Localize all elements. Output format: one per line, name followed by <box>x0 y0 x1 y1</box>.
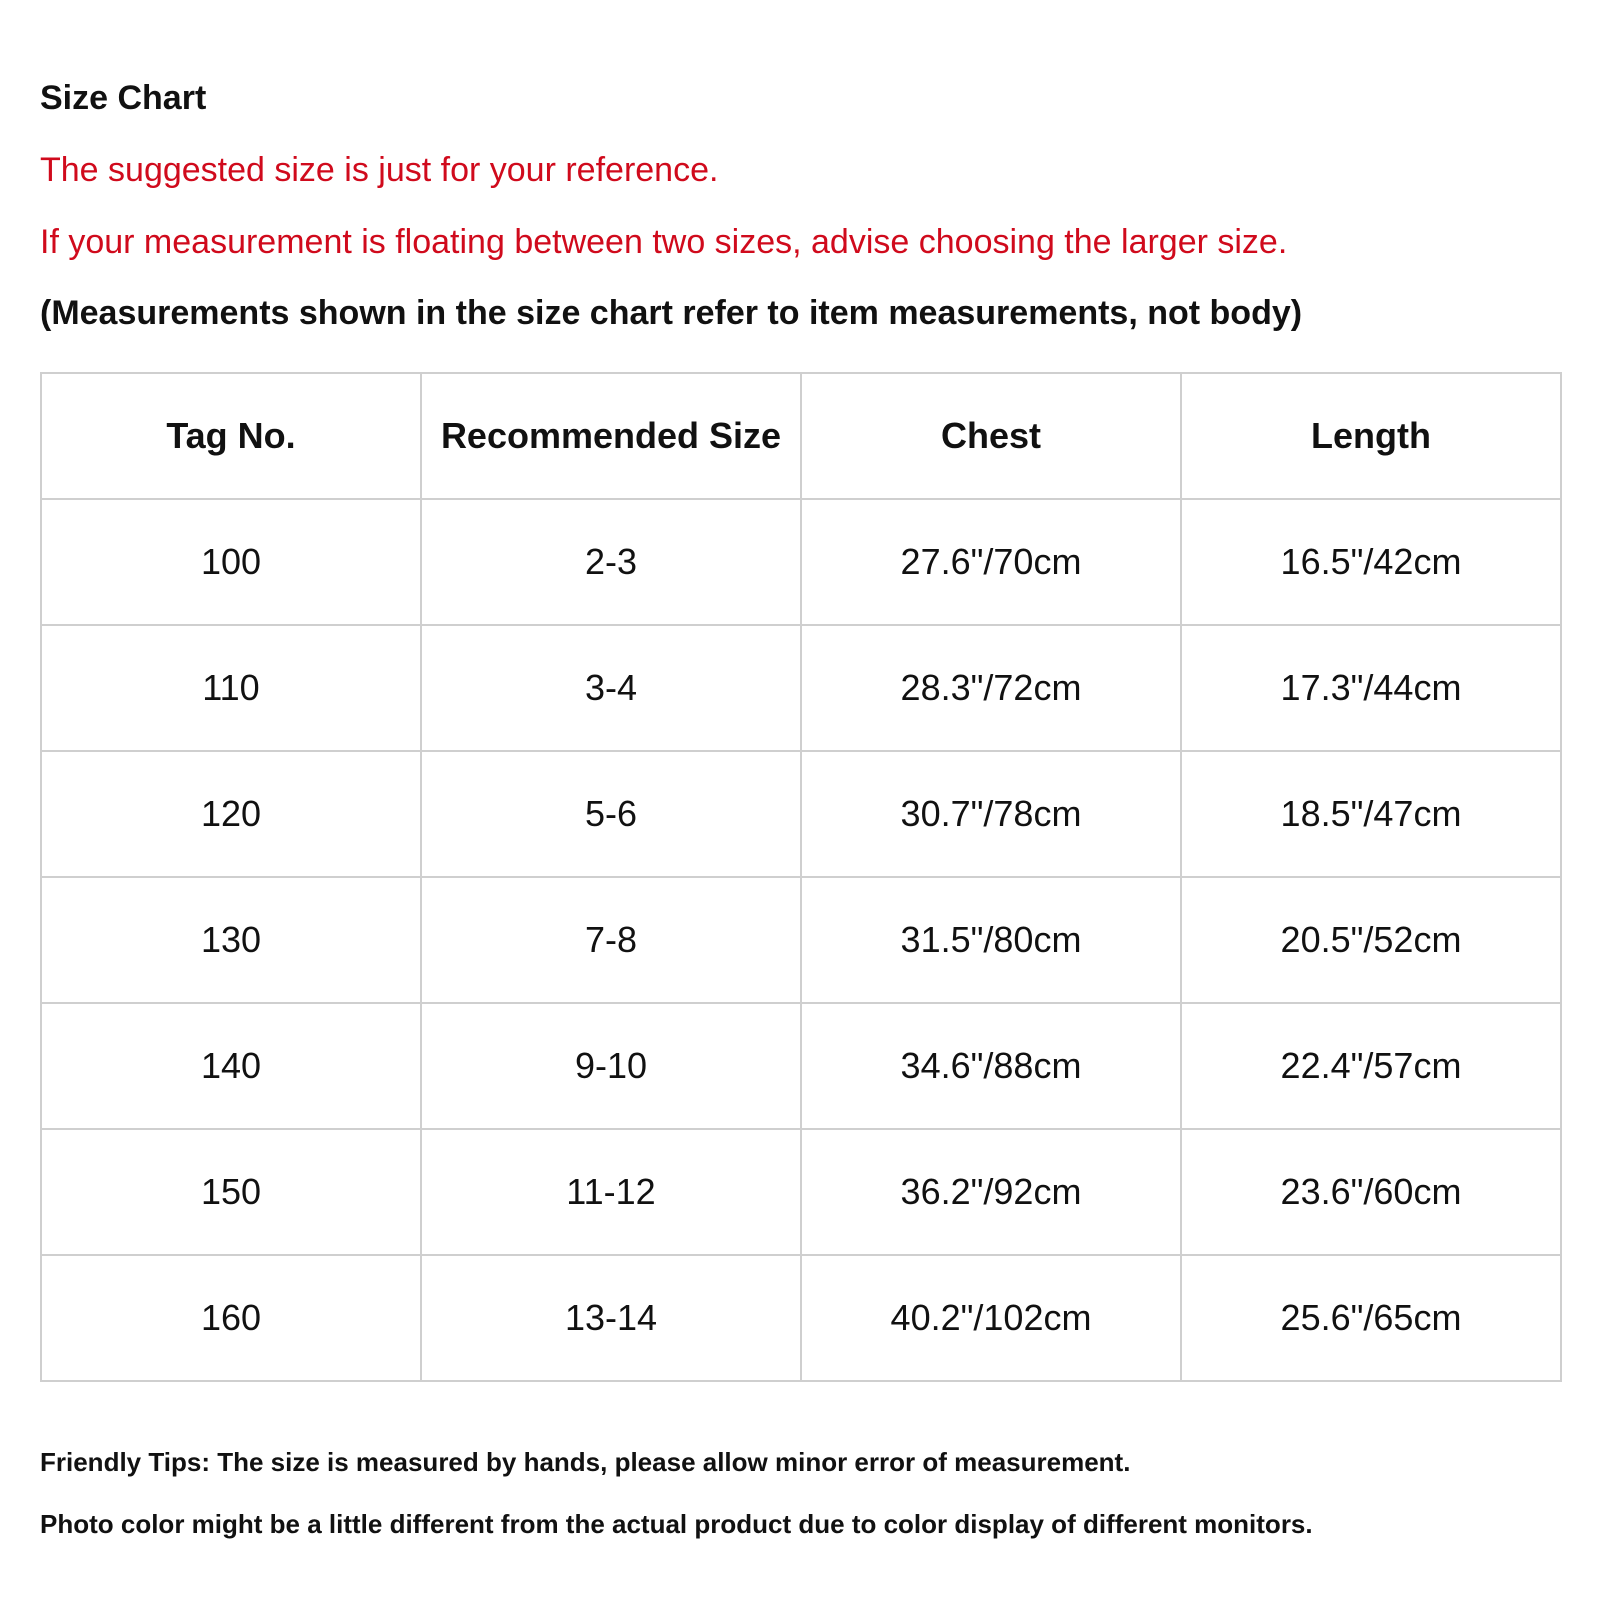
page-title: Size Chart <box>40 79 207 117</box>
table-row <box>41 499 1561 625</box>
cell-recommended-size: 13-14 <box>421 1255 801 1381</box>
photo-color-note: Photo color might be a little different from the actual product due to color display of different monitors. <box>40 1509 1313 1539</box>
cell-tag-no: 100 <box>41 499 421 625</box>
size-table <box>40 372 1562 1382</box>
friendly-tip: Friendly Tips: The size is measured by hands, please allow minor error of measurement. <box>40 1447 1131 1477</box>
measurement-note: (Measurements shown in the size chart refer to item measurements, not body) <box>40 294 1303 332</box>
cell-chest: 28.3"/72cm <box>801 625 1181 751</box>
table-row <box>41 625 1561 751</box>
cell-recommended-size: 3-4 <box>421 625 801 751</box>
reference-notice: The suggested size is just for your reference. <box>40 151 719 189</box>
cell-length: 17.3"/44cm <box>1181 625 1561 751</box>
header-recommended-size: Recommended Size <box>421 373 801 499</box>
cell-length: 25.6"/65cm <box>1181 1255 1561 1381</box>
cell-tag-no: 140 <box>41 1003 421 1129</box>
cell-tag-no: 150 <box>41 1129 421 1255</box>
cell-length: 16.5"/42cm <box>1181 499 1561 625</box>
header-tag-no: Tag No. <box>41 373 421 499</box>
cell-recommended-size: 9-10 <box>421 1003 801 1129</box>
cell-recommended-size: 5-6 <box>421 751 801 877</box>
cell-length: 23.6"/60cm <box>1181 1129 1561 1255</box>
larger-size-advice: If your measurement is floating between two sizes, advise choosing the larger size. <box>40 223 1288 261</box>
cell-tag-no: 130 <box>41 877 421 1003</box>
cell-tag-no: 120 <box>41 751 421 877</box>
table-row <box>41 1129 1561 1255</box>
cell-tag-no: 160 <box>41 1255 421 1381</box>
table-row <box>41 1003 1561 1129</box>
cell-recommended-size: 11-12 <box>421 1129 801 1255</box>
cell-chest: 27.6"/70cm <box>801 499 1181 625</box>
cell-length: 18.5"/47cm <box>1181 751 1561 877</box>
cell-chest: 36.2"/92cm <box>801 1129 1181 1255</box>
table-header-row <box>41 373 1561 499</box>
table-row <box>41 751 1561 877</box>
cell-tag-no: 110 <box>41 625 421 751</box>
table-row <box>41 1255 1561 1381</box>
cell-chest: 31.5"/80cm <box>801 877 1181 1003</box>
cell-recommended-size: 7-8 <box>421 877 801 1003</box>
cell-chest: 34.6"/88cm <box>801 1003 1181 1129</box>
header-chest: Chest <box>801 373 1181 499</box>
cell-recommended-size: 2-3 <box>421 499 801 625</box>
cell-length: 20.5"/52cm <box>1181 877 1561 1003</box>
cell-chest: 40.2"/102cm <box>801 1255 1181 1381</box>
header-length: Length <box>1181 373 1561 499</box>
table-row <box>41 877 1561 1003</box>
cell-length: 22.4"/57cm <box>1181 1003 1561 1129</box>
cell-chest: 30.7"/78cm <box>801 751 1181 877</box>
